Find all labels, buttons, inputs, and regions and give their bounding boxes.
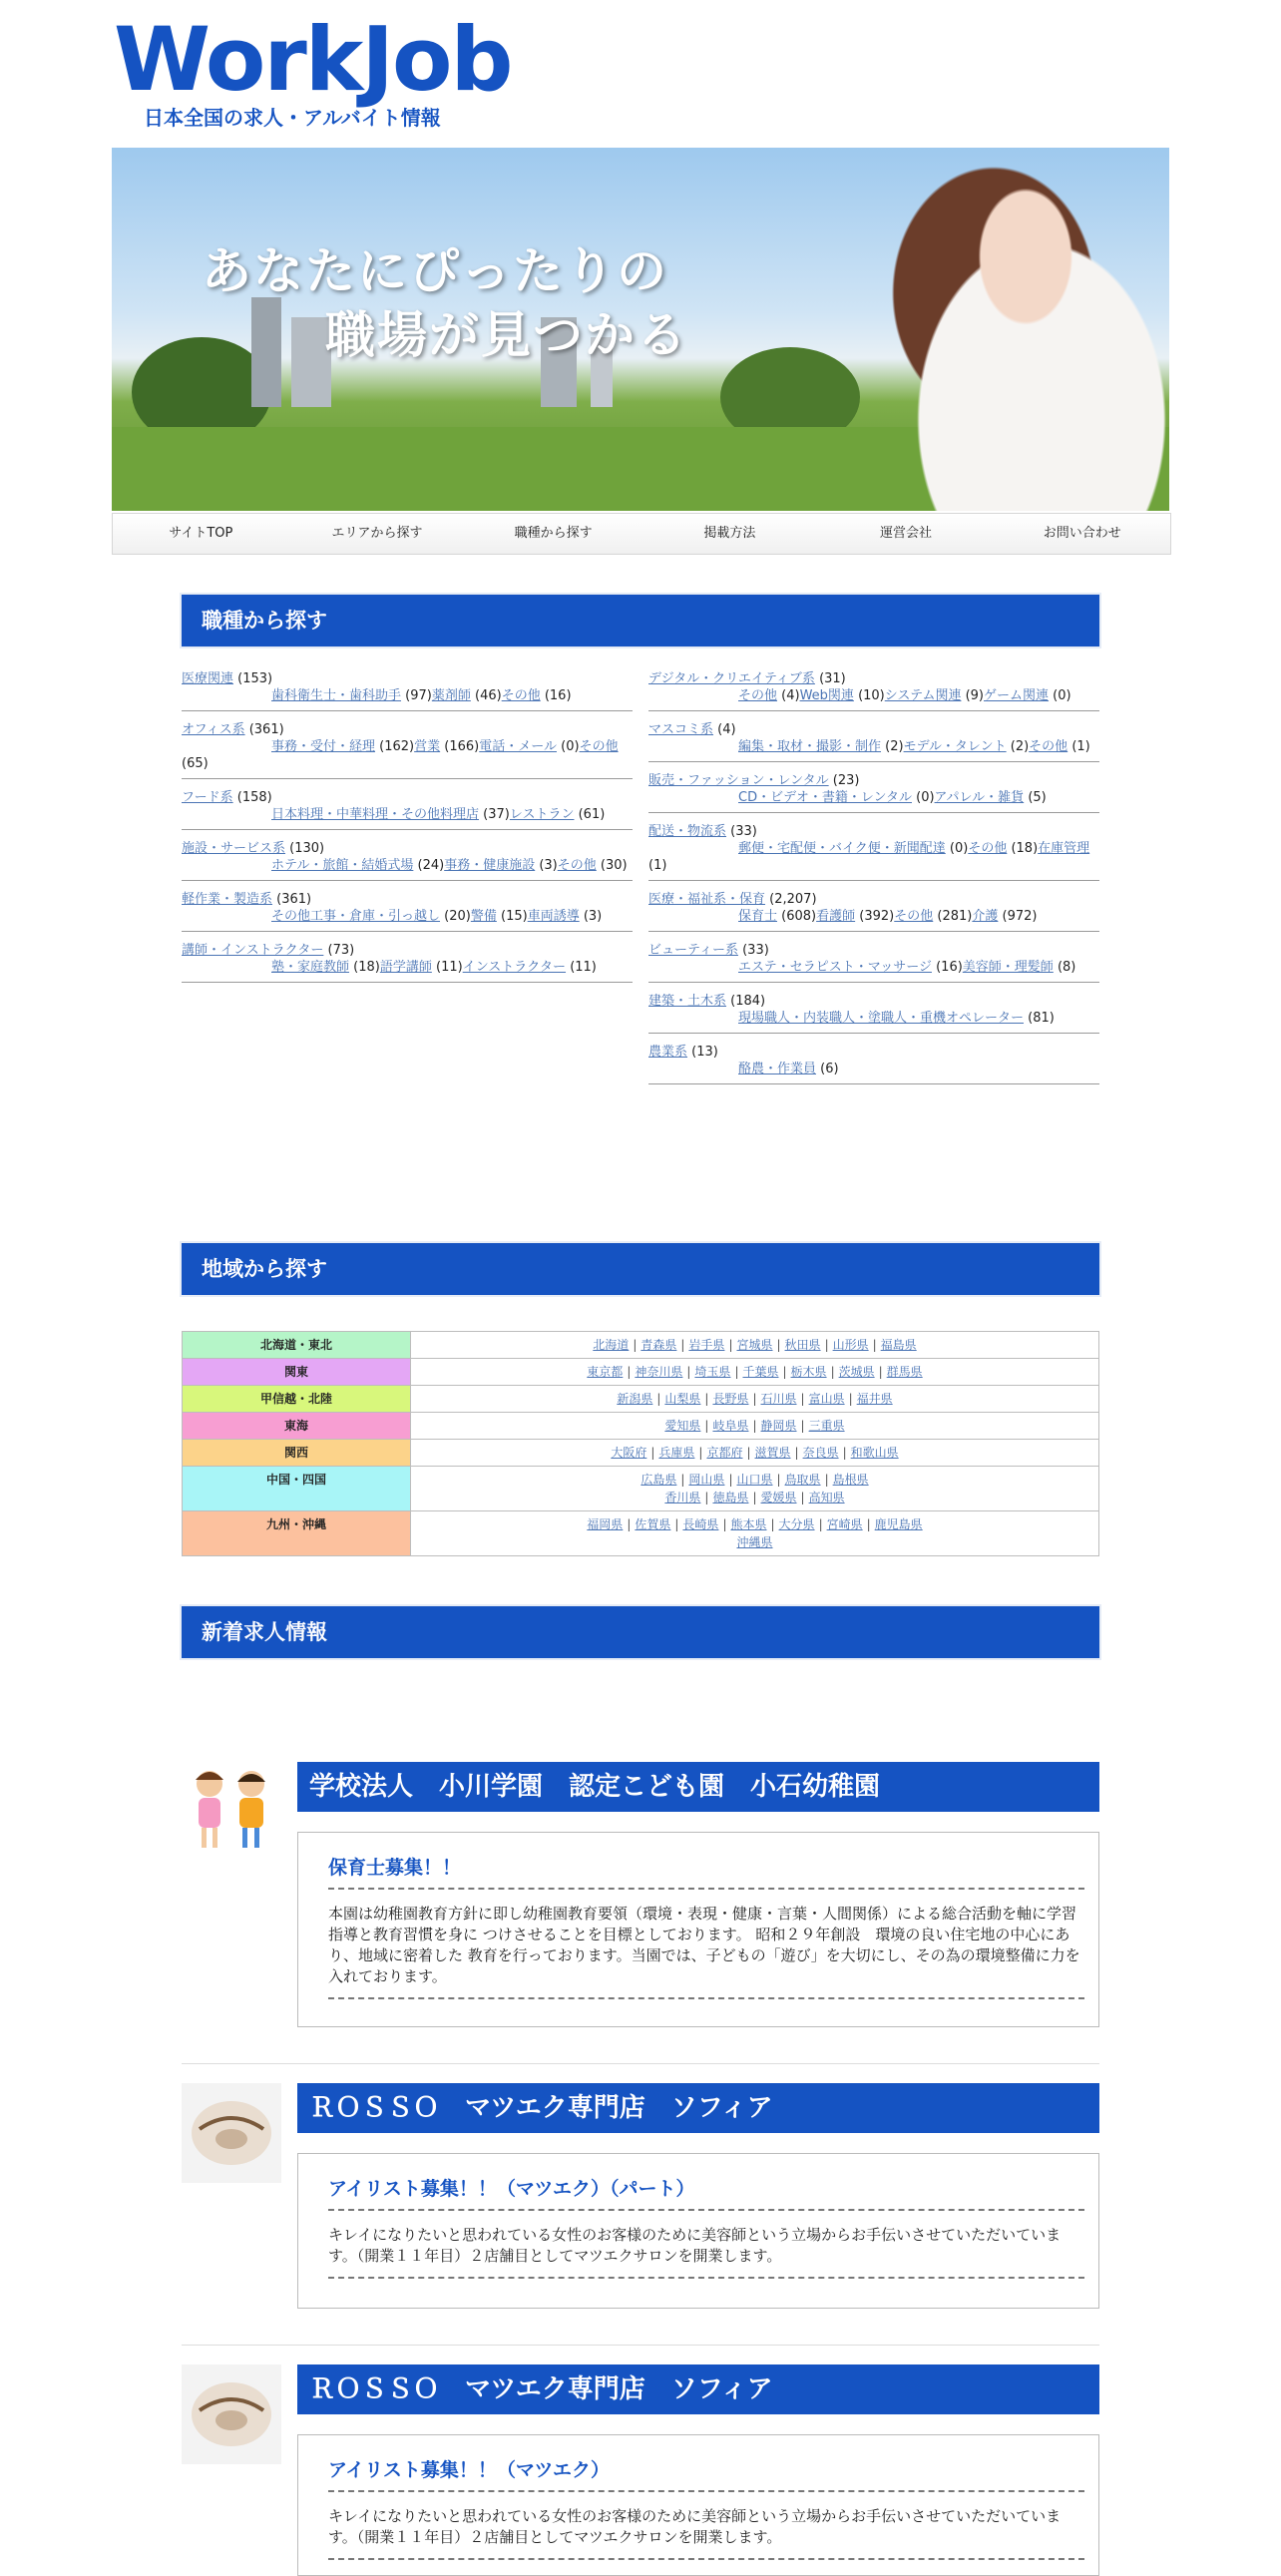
job-detail-box [297, 2434, 1099, 2576]
job-category-link[interactable]: 農業系 [648, 1045, 688, 1060]
job-subcategory-count: (608) [781, 909, 817, 924]
job-subcategory-link[interactable]: 看護師 [816, 909, 856, 924]
job-subcategory-link[interactable]: 保育士 [738, 909, 778, 924]
prefecture-link[interactable]: 京都府 [706, 1446, 743, 1460]
prefecture-separator: | [680, 1338, 685, 1352]
job-subcategory-count: (15) [501, 909, 528, 924]
job-subcategory-count: (5) [1028, 790, 1047, 805]
job-subcategory-line [648, 739, 1090, 754]
nav-item-contact[interactable]: お問い合わせ [1043, 526, 1121, 541]
prefecture-separator: | [800, 1491, 805, 1504]
prefecture-separator: | [878, 1365, 883, 1379]
job-subcategory-link[interactable]: 事務・健康施設 [444, 858, 536, 873]
job-subcategory-link[interactable]: 歯科衛生士・歯科助手 [271, 688, 402, 703]
nav-item-area[interactable]: エリアから探す [331, 526, 423, 541]
job-subcategory-line [182, 807, 605, 822]
prefecture-line [417, 1363, 1092, 1381]
job-category [648, 891, 1099, 932]
prefecture-separator: | [848, 1392, 853, 1406]
job-subcategory-count: (46) [475, 688, 502, 703]
job-subcategory-count: (4) [781, 688, 800, 703]
job-subcategory-link[interactable]: その他 [579, 739, 619, 754]
prefecture-separator: | [776, 1473, 781, 1487]
job-subcategory-link[interactable]: 現場職人・内装職人・塗職人・重機オペレーター [738, 1011, 1025, 1026]
prefecture-link[interactable]: 和歌山県 [850, 1446, 899, 1460]
job-subcategory-count: (3) [583, 909, 603, 924]
prefecture-separator: | [704, 1392, 709, 1406]
prefecture-link[interactable]: 群馬県 [886, 1365, 923, 1379]
job-subcategory-count: (65) [182, 756, 209, 771]
job-category-count: (23) [832, 773, 860, 788]
job-subcategory-link[interactable]: 酪農・作業員 [738, 1062, 817, 1076]
job-subcategory-line [182, 739, 619, 771]
job-subcategory-link[interactable]: 車両誘導 [527, 909, 580, 924]
job-category-count: (33) [730, 824, 757, 839]
prefecture-separator: | [770, 1517, 775, 1531]
prefecture-separator: | [627, 1365, 632, 1379]
job-subcategory-count: (9) [965, 688, 985, 703]
hero-line-2: 職場が見つかる [325, 306, 688, 364]
job-category-link[interactable]: フード系 [182, 790, 233, 805]
job-subcategory-link[interactable]: 日本料理・中華料理・その他料理店 [271, 807, 480, 822]
job-subcategory-link[interactable]: その他 [968, 841, 1008, 856]
region-prefectures [411, 1511, 1099, 1556]
nav-item-listing[interactable]: 掲載方法 [703, 526, 756, 541]
job-subcategory-link[interactable]: インストラクター [462, 960, 567, 975]
prefecture-separator: | [800, 1419, 805, 1433]
nav-item-jobtype[interactable]: 職種から探す [514, 526, 593, 541]
prefecture-separator: | [872, 1338, 877, 1352]
job-subcategory-link[interactable]: 営業 [414, 739, 441, 754]
job-category-link[interactable]: 医療関連 [182, 671, 234, 686]
eyelash-salon-thumbnail-icon [182, 2364, 281, 2464]
job-subcategory-link[interactable]: レストラン [509, 807, 575, 822]
job-category-link[interactable]: 講師・インストラクター [182, 943, 324, 958]
job-subcategory-line [182, 858, 628, 873]
job-category-count: (31) [819, 671, 846, 686]
region-row [183, 1359, 1099, 1386]
prefecture-separator: | [734, 1365, 739, 1379]
job-subcategory-link[interactable]: 美容師・理髪師 [962, 960, 1054, 975]
job-category [182, 942, 633, 983]
job-divider [182, 2063, 1099, 2064]
prefecture-link[interactable]: 岩手県 [688, 1338, 725, 1352]
region-name: 関西 [183, 1440, 411, 1467]
prefecture-separator: | [782, 1365, 787, 1379]
prefecture-line [417, 1336, 1092, 1354]
region-name: 北海道・東北 [183, 1332, 411, 1359]
nav-item-top[interactable]: サイトTOP [169, 526, 233, 541]
job-subcategory-count: (166) [444, 739, 480, 754]
job-title[interactable]: 学校法人 小川学園 認定こども園 小石幼稚園 [297, 1762, 1099, 1812]
region-name: 関東 [183, 1359, 411, 1386]
job-subtitle[interactable]: アイリスト募集！！（マツエク） [328, 2455, 1084, 2492]
prefecture-link[interactable]: 栃木県 [790, 1365, 827, 1379]
region-prefectures [411, 1440, 1099, 1467]
prefecture-link[interactable]: 福島県 [880, 1338, 917, 1352]
prefecture-link[interactable]: 兵庫県 [658, 1446, 695, 1460]
job-subcategory-count: (20) [444, 909, 471, 924]
prefecture-separator: | [704, 1419, 709, 1433]
prefecture-link[interactable]: 宮城県 [736, 1338, 773, 1352]
job-subcategory-count: (11) [436, 960, 463, 975]
site-logo[interactable]: WorkJob [114, 8, 512, 111]
job-subcategory-count: (97) [405, 688, 432, 703]
prefecture-link[interactable]: 青森県 [640, 1338, 677, 1352]
prefecture-link[interactable]: 北海道 [593, 1338, 630, 1352]
job-subcategory-line [648, 790, 1047, 805]
region-prefectures [411, 1386, 1099, 1413]
job-subcategory-count: (24) [417, 858, 445, 873]
prefecture-link[interactable]: 山梨県 [664, 1392, 701, 1406]
prefecture-link[interactable]: 鹿児島県 [874, 1517, 923, 1531]
job-subcategory-link[interactable]: エステ・セラピスト・マッサージ [738, 960, 932, 975]
section-heading-job-types: 職種から探す [182, 595, 1099, 646]
prefecture-line [417, 1444, 1092, 1462]
job-description: キレイになりたいと思われている女性のお客様のために美容師という立場からお手伝いさせていただいています。（開業１１年目）２店舗目としてマツエクサロンを開業します。 [328, 2506, 1084, 2560]
job-category-count: (4) [717, 722, 736, 737]
job-subcategory-link[interactable]: Web関連 [799, 688, 854, 703]
main-nav [112, 513, 1171, 555]
prefecture-separator: | [800, 1392, 805, 1406]
job-subcategory-link[interactable]: 編集・取材・撮影・制作 [738, 739, 882, 754]
job-category-count: (361) [276, 892, 312, 907]
job-subcategory-link[interactable]: 介護 [972, 909, 999, 924]
hero-line-1: あなたにぴったりの [202, 242, 668, 300]
job-category-count: (158) [236, 790, 272, 805]
job-subcategory-link[interactable]: 電話・メール [479, 739, 557, 754]
job-title[interactable]: ＲＯＳＳＯ マツエク専門店 ソフィア [297, 2083, 1099, 2133]
region-row [183, 1386, 1099, 1413]
prefecture-link[interactable]: 大阪府 [611, 1446, 647, 1460]
region-name: 東海 [183, 1413, 411, 1440]
job-category-link[interactable]: 医療・福祉系・保育 [648, 892, 766, 907]
prefecture-line [417, 1471, 1092, 1489]
prefecture-separator: | [818, 1517, 823, 1531]
region-row [183, 1413, 1099, 1440]
prefecture-link[interactable]: 石川県 [760, 1392, 797, 1406]
job-subcategory-link[interactable]: その他 [501, 688, 541, 703]
prefecture-separator: | [728, 1338, 733, 1352]
prefecture-separator: | [794, 1446, 799, 1460]
job-subcategory-link[interactable]: その他 [738, 688, 778, 703]
job-category-link[interactable]: デジタル・クリエイティブ系 [648, 671, 815, 686]
job-category [648, 772, 1099, 813]
prefecture-link[interactable]: 長野県 [712, 1392, 749, 1406]
region-row [183, 1332, 1099, 1359]
job-category [648, 993, 1099, 1034]
job-category-link[interactable]: 販売・ファッション・レンタル [648, 773, 829, 788]
job-subcategory-count: (10) [858, 688, 885, 703]
job-category-link[interactable]: 建築・土木系 [648, 994, 727, 1009]
prefecture-separator: | [633, 1338, 638, 1352]
job-subcategory-count: (81) [1028, 1011, 1055, 1026]
prefecture-link[interactable]: 滋賀県 [754, 1446, 791, 1460]
prefecture-link[interactable]: 高知県 [808, 1491, 845, 1504]
job-subcategory-link[interactable]: ホテル・旅館・結婚式場 [271, 858, 414, 873]
job-category [648, 942, 1099, 983]
region-row [183, 1440, 1099, 1467]
prefecture-link[interactable]: 東京都 [587, 1365, 624, 1379]
job-subcategory-count: (1) [648, 858, 667, 873]
prefecture-link[interactable]: 神奈川県 [635, 1365, 683, 1379]
job-category [182, 670, 633, 711]
prefecture-link[interactable]: 岡山県 [688, 1473, 725, 1487]
prefecture-link[interactable]: 岐阜県 [712, 1419, 749, 1433]
nav-item-company[interactable]: 運営会社 [880, 526, 933, 541]
job-subcategory-line [648, 960, 1075, 975]
job-subcategory-count: (16) [544, 688, 572, 703]
job-subcategory-line [648, 1062, 839, 1076]
job-category-count: (184) [730, 994, 766, 1009]
job-subcategory-line [182, 909, 602, 924]
job-category-count: (361) [248, 722, 284, 737]
prefecture-link[interactable]: 鳥取県 [784, 1473, 821, 1487]
prefecture-line [417, 1489, 1092, 1506]
job-category-link[interactable]: 軽作業・製造系 [182, 892, 273, 907]
prefecture-separator: | [680, 1473, 685, 1487]
job-subcategory-link[interactable]: アパレル・雑貨 [934, 790, 1025, 805]
hero-woman-image [850, 148, 1169, 511]
job-subcategory-link[interactable]: その他 [1029, 739, 1068, 754]
job-subcategory-count: (162) [379, 739, 415, 754]
job-category [182, 721, 633, 779]
prefecture-link[interactable]: 茨城県 [838, 1365, 875, 1379]
job-subcategory-link[interactable]: 語学講師 [379, 960, 432, 975]
region-prefectures [411, 1413, 1099, 1440]
job-category-link[interactable]: 施設・サービス系 [182, 841, 286, 856]
job-subcategory-count: (281) [937, 909, 973, 924]
job-divider [182, 2345, 1099, 2346]
job-subcategory-link[interactable]: モデル・タレント [903, 739, 1007, 754]
job-subcategory-count: (2) [885, 739, 904, 754]
job-category-link[interactable]: マスコミ系 [648, 722, 714, 737]
job-category-count: (130) [289, 841, 325, 856]
prefecture-link[interactable]: 千葉県 [742, 1365, 779, 1379]
prefecture-separator: | [650, 1446, 655, 1460]
job-category-link[interactable]: ビューティー系 [648, 943, 738, 958]
prefecture-separator: | [627, 1517, 632, 1531]
job-description: 本園は幼稚園教育方針に即し幼稚園教育要領（環境・表現・健康・言葉・人間関係）による総合活動を軸に学習指導と教育習慣を身に つけさせることを目標としております。 昭和２９年創設 環境の良い住宅地の中心にあり、地域に密着した 教育を行っております。当園では、子どもの「遊び」を大切にし、その為の環境整備に力を入れております。 [328, 1904, 1084, 1999]
job-subcategory-line [648, 909, 1038, 924]
job-subcategory-link[interactable]: その他 [894, 909, 934, 924]
region-row [183, 1467, 1099, 1511]
hero-banner [112, 148, 1169, 511]
prefecture-link[interactable]: 島根県 [832, 1473, 869, 1487]
job-subcategory-link[interactable]: その他工事・倉庫・引っ越し [271, 909, 441, 924]
prefecture-separator: | [830, 1365, 835, 1379]
job-detail-box [297, 1832, 1099, 2027]
prefecture-separator: | [722, 1517, 727, 1531]
job-subcategory-line [648, 1011, 1055, 1026]
job-subcategory-count: (6) [820, 1062, 839, 1076]
job-subcategory-count: (3) [539, 858, 558, 873]
job-subcategory-count: (392) [859, 909, 895, 924]
prefecture-link[interactable]: 愛媛県 [760, 1491, 797, 1504]
job-subcategory-link[interactable]: 郵便・宅配便・バイク便・新聞配達 [738, 841, 946, 856]
job-category-count: (73) [327, 943, 355, 958]
prefecture-link[interactable]: 宮崎県 [826, 1517, 863, 1531]
job-category [648, 1044, 1099, 1084]
prefecture-separator: | [674, 1517, 679, 1531]
job-category-count: (33) [742, 943, 769, 958]
region-prefectures [411, 1359, 1099, 1386]
hero-copy [202, 239, 688, 367]
job-subcategory-link[interactable]: CD・ビデオ・書籍・レンタル [738, 790, 912, 805]
job-subcategory-line [648, 841, 1089, 873]
prefecture-link[interactable]: 埼玉県 [694, 1365, 731, 1379]
job-subcategory-count: (0) [1053, 688, 1071, 703]
region-table [182, 1331, 1099, 1556]
prefecture-separator: | [728, 1473, 733, 1487]
job-subcategory-count: (18) [353, 960, 380, 975]
job-title[interactable]: ＲＯＳＳＯ マツエク専門店 ソフィア [297, 2364, 1099, 2414]
prefecture-separator: | [656, 1392, 661, 1406]
job-category [648, 721, 1099, 762]
prefecture-separator: | [698, 1446, 703, 1460]
prefecture-link[interactable]: 香川県 [664, 1491, 701, 1504]
kids-illustration-icon [182, 1762, 281, 1862]
prefecture-separator: | [752, 1491, 757, 1504]
region-name: 甲信越・北陸 [183, 1386, 411, 1413]
job-category [648, 670, 1099, 711]
job-category [182, 840, 633, 881]
prefecture-link[interactable]: 福井県 [856, 1392, 893, 1406]
job-subtitle[interactable]: 保育士募集！！ [328, 1853, 1084, 1890]
prefecture-line [417, 1390, 1092, 1408]
job-subcategory-link[interactable]: 薬剤師 [431, 688, 471, 703]
job-subcategory-line [182, 960, 597, 975]
job-subcategory-line [182, 688, 572, 703]
job-subcategory-count: (37) [483, 807, 510, 822]
prefecture-link[interactable]: 愛知県 [664, 1419, 701, 1433]
prefecture-link[interactable]: 山口県 [736, 1473, 773, 1487]
prefecture-separator: | [752, 1419, 757, 1433]
prefecture-line [417, 1533, 1092, 1551]
section-heading-regions: 地域から探す [182, 1243, 1099, 1295]
job-subcategory-link[interactable]: 在庫管理 [1038, 841, 1090, 856]
prefecture-link[interactable]: 沖縄県 [736, 1535, 773, 1549]
prefecture-link[interactable]: 長崎県 [682, 1517, 719, 1531]
eyelash-salon-thumbnail-icon [182, 2083, 281, 2183]
job-subcategory-count: (30) [600, 858, 628, 873]
prefecture-link[interactable]: 大分県 [778, 1517, 815, 1531]
job-subtitle[interactable]: アイリスト募集！！（マツエク）（パート） [328, 2174, 1084, 2211]
job-subcategory-count: (0) [949, 841, 969, 856]
prefecture-separator: | [824, 1338, 829, 1352]
job-subcategory-link[interactable]: ゲーム関連 [984, 688, 1050, 703]
prefecture-separator: | [866, 1517, 871, 1531]
prefecture-separator: | [824, 1473, 829, 1487]
prefecture-line [417, 1417, 1092, 1435]
job-category-count: (153) [237, 671, 273, 686]
job-detail-box [297, 2153, 1099, 2309]
prefecture-link[interactable]: 佐賀県 [635, 1517, 671, 1531]
region-name: 九州・沖縄 [183, 1511, 411, 1556]
prefecture-link[interactable]: 奈良県 [802, 1446, 839, 1460]
prefecture-separator: | [746, 1446, 751, 1460]
job-subcategory-link[interactable]: 警備 [470, 909, 497, 924]
job-description: キレイになりたいと思われている女性のお客様のために美容師という立場からお手伝いさせていただいています。（開業１１年目）２店舗目としてマツエクサロンを開業します。 [328, 2225, 1084, 2279]
prefecture-separator: | [686, 1365, 691, 1379]
job-category-count: (13) [691, 1045, 718, 1060]
prefecture-link[interactable]: 三重県 [808, 1419, 845, 1433]
prefecture-separator: | [752, 1392, 757, 1406]
prefecture-line [417, 1515, 1092, 1533]
job-subcategory-count: (1) [1071, 739, 1090, 754]
region-prefectures [411, 1332, 1099, 1359]
prefecture-separator: | [776, 1338, 781, 1352]
job-type-column-left [182, 670, 633, 993]
region-prefectures [411, 1467, 1099, 1511]
prefecture-link[interactable]: 熊本県 [730, 1517, 767, 1531]
job-subcategory-count: (2) [1010, 739, 1030, 754]
job-category [648, 823, 1099, 881]
job-subcategory-link[interactable]: その他 [557, 858, 597, 873]
section-heading-new-jobs: 新着求人情報 [182, 1606, 1099, 1658]
job-subcategory-count: (16) [936, 960, 963, 975]
prefecture-link[interactable]: 富山県 [808, 1392, 845, 1406]
job-type-column-right [648, 670, 1099, 1094]
job-subcategory-link[interactable]: 事務・受付・経理 [271, 739, 376, 754]
job-subcategory-link[interactable]: 塾・家庭教師 [271, 960, 350, 975]
region-row [183, 1511, 1099, 1556]
region-name: 中国・四国 [183, 1467, 411, 1511]
job-category-link[interactable]: オフィス系 [182, 722, 245, 737]
job-category [182, 789, 633, 830]
job-subcategory-count: (972) [1002, 909, 1038, 924]
prefecture-link[interactable]: 秋田県 [784, 1338, 821, 1352]
prefecture-link[interactable]: 新潟県 [617, 1392, 653, 1406]
job-category-count: (2,207) [769, 892, 817, 907]
job-subcategory-count: (18) [1011, 841, 1039, 856]
job-subcategory-link[interactable]: システム関連 [884, 688, 962, 703]
job-subcategory-line [648, 688, 1071, 703]
job-category-link[interactable]: 配送・物流系 [648, 824, 727, 839]
job-subcategory-count: (8) [1057, 960, 1076, 975]
prefecture-link[interactable]: 福岡県 [587, 1517, 624, 1531]
job-subcategory-count: (0) [561, 739, 580, 754]
prefecture-link[interactable]: 徳島県 [712, 1491, 749, 1504]
prefecture-link[interactable]: 静岡県 [760, 1419, 797, 1433]
job-subcategory-count: (0) [916, 790, 935, 805]
prefecture-link[interactable]: 山形県 [832, 1338, 869, 1352]
job-subcategory-count: (11) [570, 960, 597, 975]
job-category [182, 891, 633, 932]
prefecture-separator: | [842, 1446, 847, 1460]
site-tagline: 日本全国の求人・アルバイト情報 [144, 106, 441, 130]
prefecture-separator: | [704, 1491, 709, 1504]
prefecture-link[interactable]: 広島県 [640, 1473, 677, 1487]
job-subcategory-count: (61) [578, 807, 606, 822]
